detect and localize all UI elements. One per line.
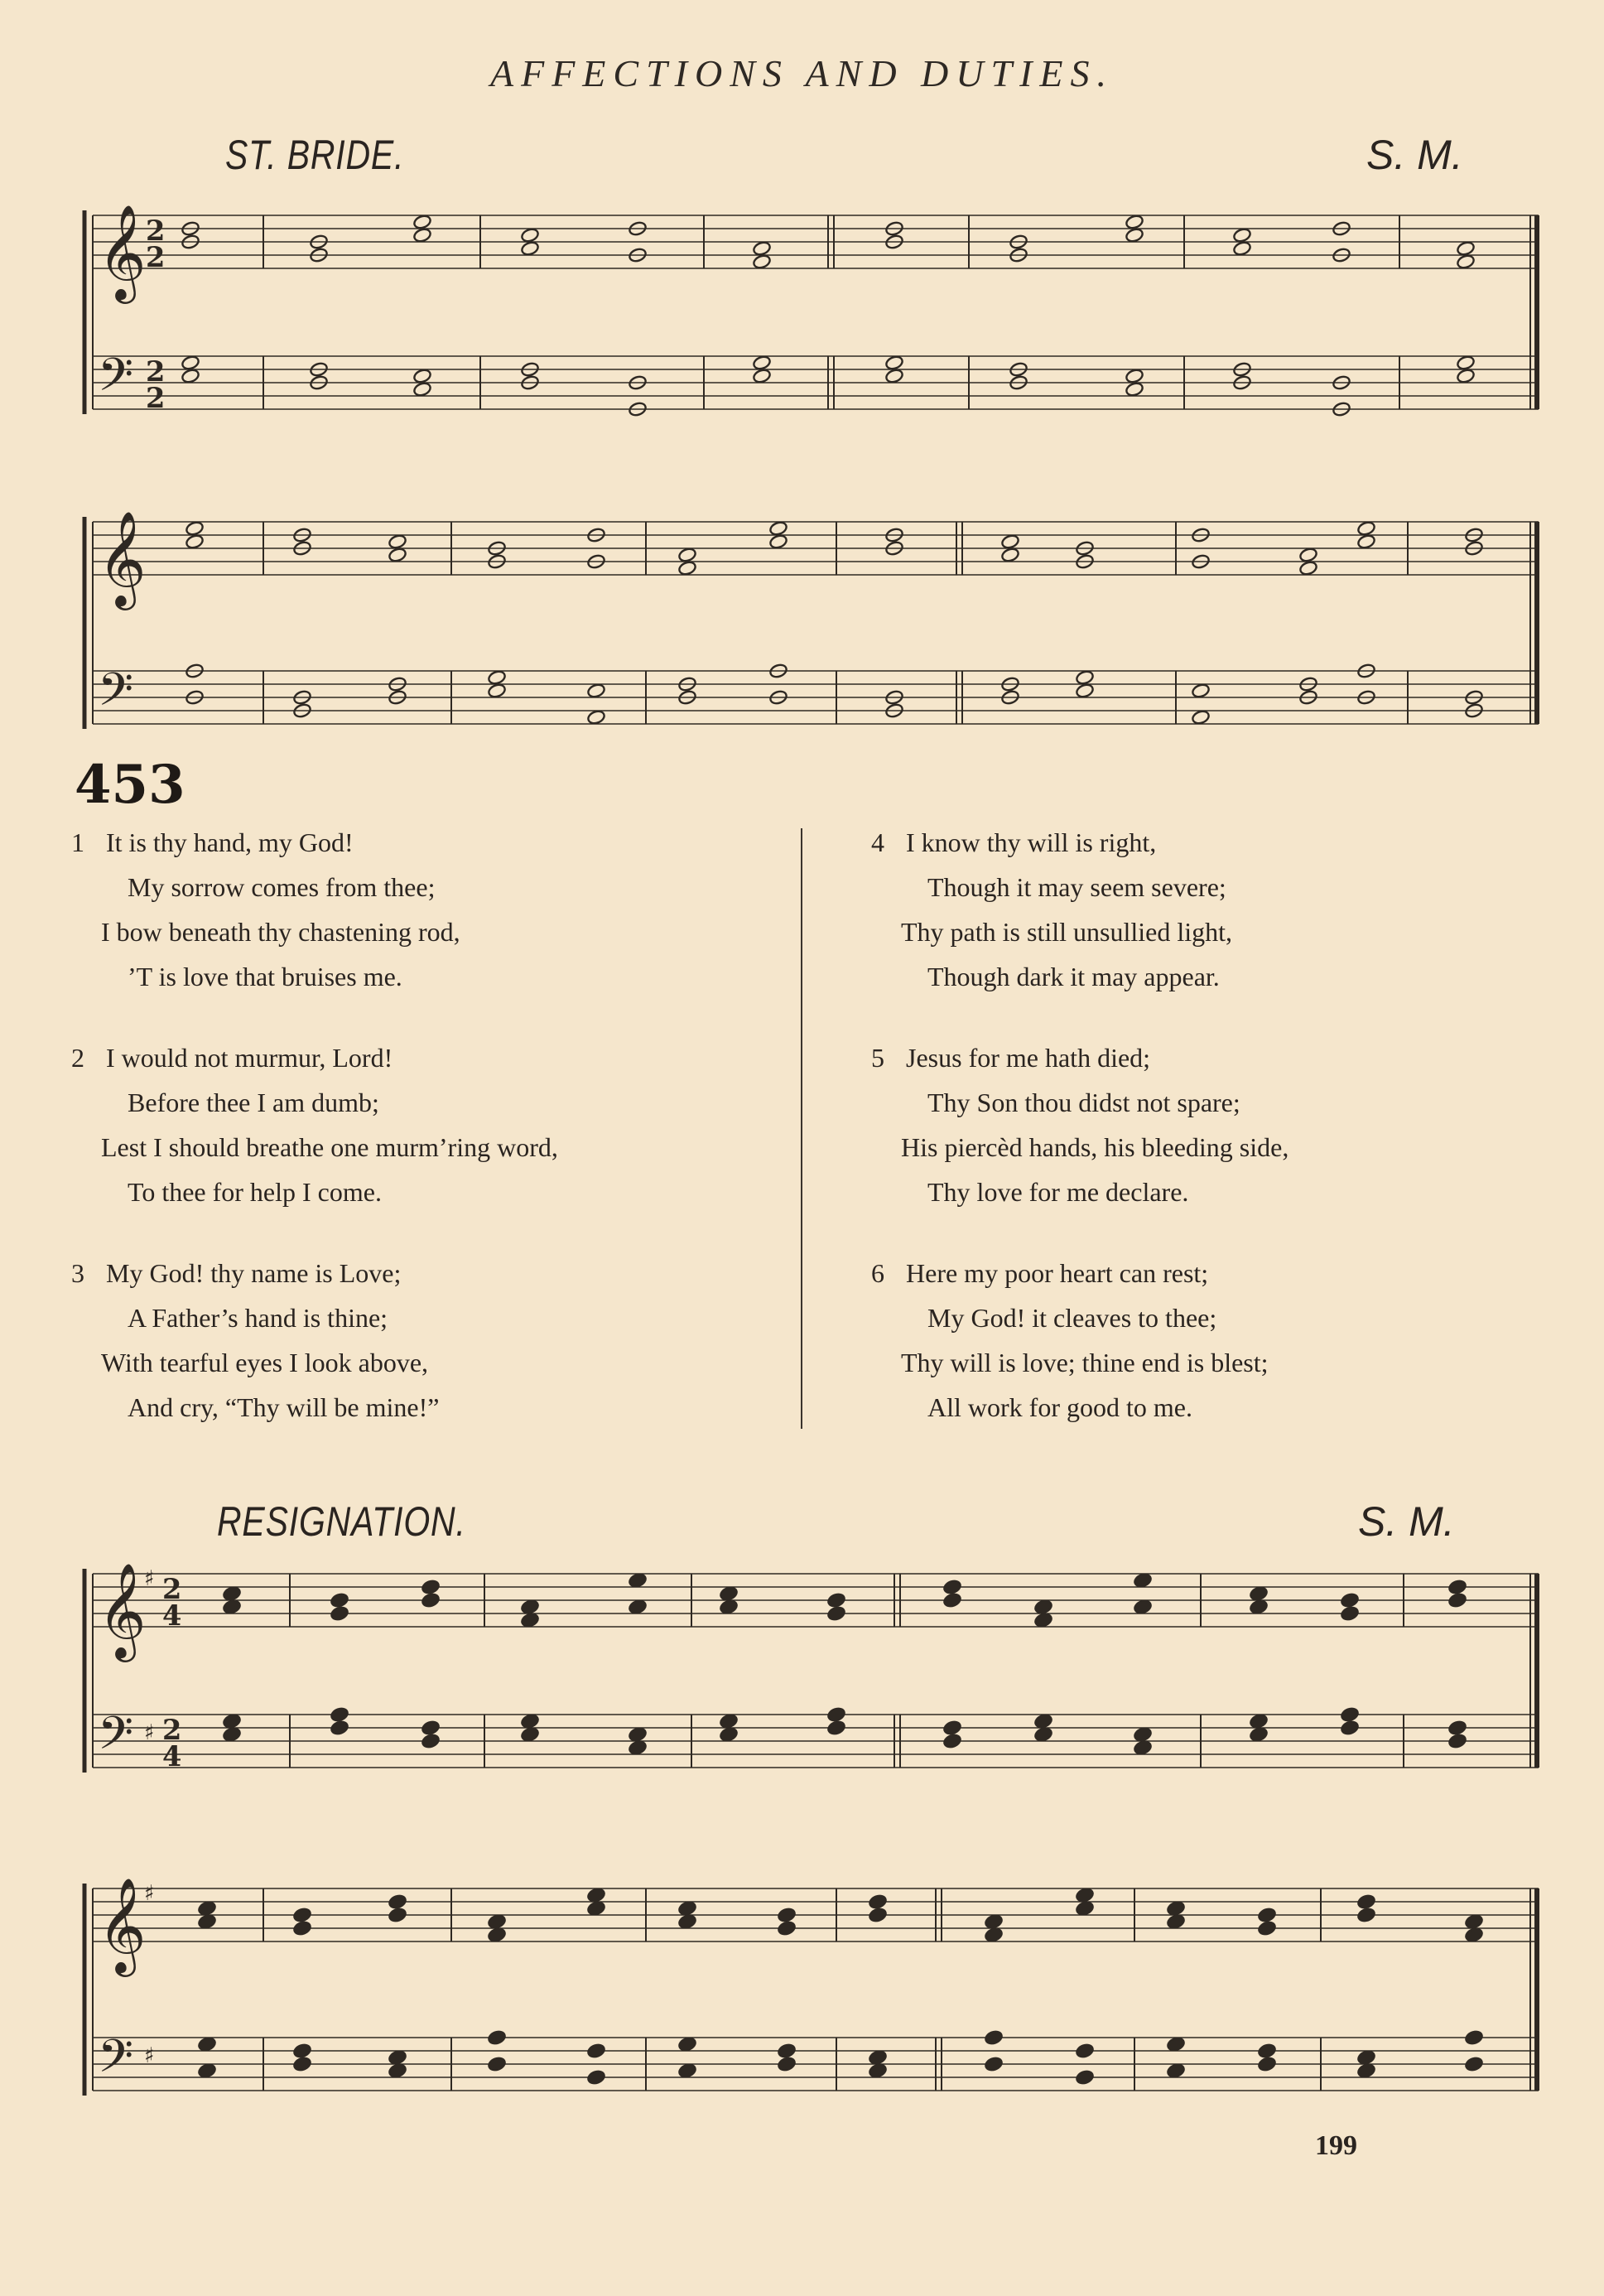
stanza-line: My God! thy name is Love; — [106, 1258, 402, 1288]
notehead — [984, 2029, 1003, 2045]
notehead — [487, 1927, 506, 1942]
notehead — [421, 1592, 440, 1608]
stanza-line: I would not murmur, Lord! — [106, 1043, 393, 1073]
notehead — [586, 2043, 605, 2058]
notehead — [1464, 2056, 1483, 2072]
notehead — [868, 2062, 887, 2078]
stanza-number: 6 — [871, 1258, 884, 1288]
notehead — [520, 240, 539, 256]
st-bride-system-2 — [0, 489, 1604, 762]
notehead — [197, 1913, 216, 1929]
stanza-line: And cry, “Thy will be mine!” — [128, 1392, 440, 1422]
stanza-line: A Father’s hand is thine; — [128, 1303, 388, 1333]
notehead — [777, 2056, 796, 2072]
notehead — [1166, 1913, 1185, 1929]
notehead — [1298, 547, 1317, 562]
notehead — [826, 1605, 845, 1621]
stanza — [871, 1035, 1583, 1214]
stanza-line: I bow beneath thy chastening rod, — [101, 917, 460, 947]
notehead — [1257, 1920, 1276, 1936]
notehead — [1133, 1572, 1152, 1588]
notehead — [826, 1592, 845, 1608]
key-signature-sharp-icon: ♯ — [144, 2043, 155, 2068]
stanza-line: His piercèd hands, his bleeding side, — [901, 1132, 1289, 1162]
notehead — [185, 520, 204, 536]
notehead — [1257, 1907, 1276, 1922]
notehead — [1356, 2062, 1375, 2078]
notehead — [1298, 560, 1317, 576]
notehead — [1075, 2069, 1094, 2085]
bass-clef-icon: 𝄢 — [98, 1706, 134, 1771]
notehead — [868, 2049, 887, 2065]
notehead — [1456, 368, 1475, 383]
notehead — [777, 1920, 796, 1936]
notehead — [1447, 1592, 1467, 1608]
notehead — [1000, 533, 1019, 549]
final-barline — [1534, 522, 1539, 724]
notehead — [222, 1599, 241, 1614]
notehead — [1340, 1706, 1359, 1722]
notehead — [412, 227, 431, 243]
stanza — [871, 1251, 1583, 1430]
notehead — [719, 1713, 738, 1729]
stanza-line: All work for good to me. — [927, 1392, 1192, 1422]
notehead — [677, 1913, 696, 1929]
notehead — [1033, 1612, 1052, 1628]
notehead — [719, 1726, 738, 1742]
notehead — [1257, 2043, 1276, 2058]
notehead — [1166, 2036, 1185, 2052]
tune-meter-resignation: S. M. — [1358, 1498, 1455, 1545]
stanza-number: 4 — [871, 827, 884, 857]
stanza-line: Thy will is love; thine end is blest; — [901, 1348, 1269, 1377]
notehead — [752, 368, 771, 383]
notehead — [1033, 1726, 1052, 1742]
final-barline — [1534, 215, 1539, 409]
notehead — [1356, 1893, 1375, 1909]
notehead — [1456, 240, 1475, 256]
notehead — [752, 253, 771, 269]
time-signature-top: 2 — [146, 214, 166, 247]
notehead — [520, 1599, 539, 1614]
notehead — [1133, 1726, 1152, 1742]
notehead — [628, 1739, 647, 1755]
notehead — [1249, 1585, 1268, 1601]
stanza-number: 2 — [71, 1043, 84, 1073]
notehead — [1249, 1726, 1268, 1742]
notehead — [1033, 1599, 1052, 1614]
notehead — [197, 2062, 216, 2078]
notehead — [330, 1706, 349, 1722]
tune-meter-st-bride: S. M. — [1366, 132, 1463, 178]
notehead — [942, 1592, 961, 1608]
notehead — [628, 1572, 647, 1588]
stanza-line: My sorrow comes from thee; — [128, 872, 436, 902]
notehead — [487, 2056, 506, 2072]
notehead — [1456, 355, 1475, 370]
stanza — [71, 1251, 783, 1430]
notehead — [677, 547, 696, 562]
notehead — [1447, 1579, 1467, 1594]
stanza — [71, 1035, 783, 1214]
notehead — [777, 2043, 796, 2058]
notehead — [1340, 1720, 1359, 1735]
notehead — [1033, 1713, 1052, 1729]
notehead — [1125, 368, 1144, 383]
notehead — [388, 2062, 407, 2078]
notehead — [1075, 669, 1094, 685]
notehead — [388, 547, 407, 562]
stanza-line: It is thy hand, my God! — [106, 827, 354, 857]
notehead — [487, 669, 506, 685]
stanza-line: I know thy will is right, — [906, 827, 1157, 857]
column-divider — [801, 828, 802, 1429]
page-number: 199 — [1315, 2130, 1357, 2161]
notehead — [1356, 1907, 1375, 1922]
notehead — [586, 683, 605, 698]
notehead — [752, 240, 771, 256]
notehead — [1075, 2043, 1094, 2058]
stanza-line: With tearful eyes I look above, — [101, 1348, 429, 1377]
notehead — [868, 1907, 887, 1922]
notehead — [884, 355, 903, 370]
stanza-line: Thy Son thou didst not spare; — [927, 1088, 1240, 1117]
notehead — [1075, 1900, 1094, 1916]
treble-clef-icon: 𝄞 — [98, 1563, 147, 1658]
stanza-line: Though it may seem severe; — [927, 872, 1226, 902]
notehead — [1191, 683, 1210, 698]
time-signature-bottom: 4 — [162, 1739, 182, 1773]
bass-clef-icon: 𝄢 — [98, 663, 134, 727]
notehead — [181, 355, 200, 370]
notehead — [1356, 2049, 1375, 2065]
notehead — [222, 1585, 241, 1601]
key-signature-sharp-icon: ♯ — [144, 1720, 155, 1745]
notehead — [330, 1720, 349, 1735]
notehead — [884, 368, 903, 383]
notehead — [1356, 520, 1375, 536]
treble-clef-icon: 𝄞 — [98, 511, 147, 606]
stanza-line: To thee for help I come. — [128, 1177, 382, 1207]
running-head: AFFECTIONS AND DUTIES. — [490, 52, 1114, 94]
time-signature-top: 2 — [146, 355, 166, 388]
notehead — [1075, 683, 1094, 698]
notehead — [984, 2056, 1003, 2072]
notehead — [1166, 2062, 1185, 2078]
notehead — [1249, 1599, 1268, 1614]
notehead — [292, 2056, 311, 2072]
notehead — [942, 1579, 961, 1594]
notehead — [330, 1592, 349, 1608]
notehead — [520, 227, 539, 243]
stanza-line: Though dark it may appear. — [927, 962, 1220, 991]
time-signature-bottom: 4 — [162, 1599, 182, 1632]
notehead — [1232, 227, 1251, 243]
notehead — [330, 1605, 349, 1621]
notehead — [388, 1907, 407, 1922]
notehead — [586, 2069, 605, 2085]
notehead — [1257, 2056, 1276, 2072]
notehead — [520, 1713, 539, 1729]
final-barline — [1534, 1574, 1539, 1768]
notehead — [197, 2036, 216, 2052]
notehead — [586, 1887, 605, 1903]
notehead — [826, 1720, 845, 1735]
stanza — [871, 820, 1583, 999]
stanza-line: Lest I should breathe one murm’ring word, — [101, 1132, 558, 1162]
notehead — [677, 560, 696, 576]
notehead — [1125, 227, 1144, 243]
stanza-line: Before thee I am dumb; — [128, 1088, 379, 1117]
notehead — [487, 683, 506, 698]
stanza-line: My God! it cleaves to thee; — [927, 1303, 1217, 1333]
notehead — [520, 1726, 539, 1742]
notehead — [586, 1900, 605, 1916]
notehead — [628, 1726, 647, 1742]
time-signature-top: 2 — [162, 1572, 182, 1605]
notehead — [1166, 1900, 1185, 1916]
time-signature-bottom: 2 — [146, 381, 166, 414]
notehead — [677, 2062, 696, 2078]
notehead — [1340, 1605, 1359, 1621]
notehead — [677, 2036, 696, 2052]
hymn-text-right-column — [871, 820, 1583, 1466]
notehead — [1000, 547, 1019, 562]
notehead — [1447, 1733, 1467, 1749]
notehead — [1133, 1739, 1152, 1755]
notehead — [826, 1706, 845, 1722]
notehead — [181, 368, 200, 383]
notehead — [197, 1900, 216, 1916]
notehead — [1456, 253, 1475, 269]
tune-name-st-bride: ST. BRIDE. — [225, 132, 405, 178]
key-signature-sharp-icon: ♯ — [144, 1881, 155, 1906]
notehead — [1232, 240, 1251, 256]
notehead — [388, 2049, 407, 2065]
notehead — [421, 1720, 440, 1735]
notehead — [1356, 533, 1375, 549]
notehead — [719, 1599, 738, 1614]
notehead — [752, 355, 771, 370]
notehead — [1125, 381, 1144, 397]
notehead — [984, 1927, 1003, 1942]
hymn-text-left-column — [71, 820, 783, 1466]
notehead — [1464, 1913, 1483, 1929]
notehead — [942, 1720, 961, 1735]
resignation-system-2 — [0, 1855, 1604, 2129]
st-bride-system-1 — [0, 191, 1604, 439]
notehead — [222, 1713, 241, 1729]
notehead — [628, 1599, 647, 1614]
resignation-system-1 — [0, 1549, 1604, 1797]
stanza-number: 5 — [871, 1043, 884, 1073]
stanza-line: Thy love for me declare. — [927, 1177, 1189, 1207]
notehead — [1464, 1927, 1483, 1942]
notehead — [719, 1585, 738, 1601]
time-signature-top: 2 — [162, 1713, 182, 1746]
notehead — [388, 1893, 407, 1909]
notehead — [388, 533, 407, 549]
notehead — [868, 1893, 887, 1909]
stanza-line: Jesus for me hath died; — [906, 1043, 1151, 1073]
notehead — [412, 381, 431, 397]
notehead — [586, 709, 605, 725]
notehead — [1125, 214, 1144, 229]
notehead — [942, 1733, 961, 1749]
stanza-line: Here my poor heart can rest; — [906, 1258, 1209, 1288]
notehead — [292, 1907, 311, 1922]
treble-clef-icon: 𝄞 — [98, 205, 147, 300]
notehead — [1464, 2029, 1483, 2045]
notehead — [292, 1920, 311, 1936]
tune-name-resignation: RESIGNATION. — [217, 1498, 466, 1545]
notehead — [1191, 709, 1210, 725]
notehead — [185, 533, 204, 549]
final-barline — [1534, 1888, 1539, 2091]
stanza-line: Thy path is still unsullied light, — [901, 917, 1232, 947]
hymn-number: 453 — [75, 754, 185, 816]
stanza-line: ’T is love that bruises me. — [128, 962, 402, 991]
notehead — [777, 1907, 796, 1922]
notehead — [412, 214, 431, 229]
notehead — [487, 2029, 506, 2045]
notehead — [487, 1913, 506, 1929]
notehead — [421, 1733, 440, 1749]
notehead — [984, 1913, 1003, 1929]
bass-clef-icon: 𝄢 — [98, 2029, 134, 2094]
notehead — [222, 1726, 241, 1742]
notehead — [1340, 1592, 1359, 1608]
stanza-number: 3 — [71, 1258, 84, 1288]
stanza — [71, 820, 783, 999]
notehead — [1447, 1720, 1467, 1735]
key-signature-sharp-icon: ♯ — [144, 1566, 155, 1591]
notehead — [421, 1579, 440, 1594]
notehead — [768, 520, 788, 536]
notehead — [412, 368, 431, 383]
notehead — [1075, 1887, 1094, 1903]
treble-clef-icon: 𝄞 — [98, 1878, 147, 1973]
notehead — [292, 2043, 311, 2058]
notehead — [768, 533, 788, 549]
notehead — [520, 1612, 539, 1628]
bass-clef-icon: 𝄢 — [98, 348, 134, 412]
time-signature-bottom: 2 — [146, 240, 166, 273]
notehead — [1133, 1599, 1152, 1614]
notehead — [677, 1900, 696, 1916]
stanza-number: 1 — [71, 827, 84, 857]
notehead — [1249, 1713, 1268, 1729]
